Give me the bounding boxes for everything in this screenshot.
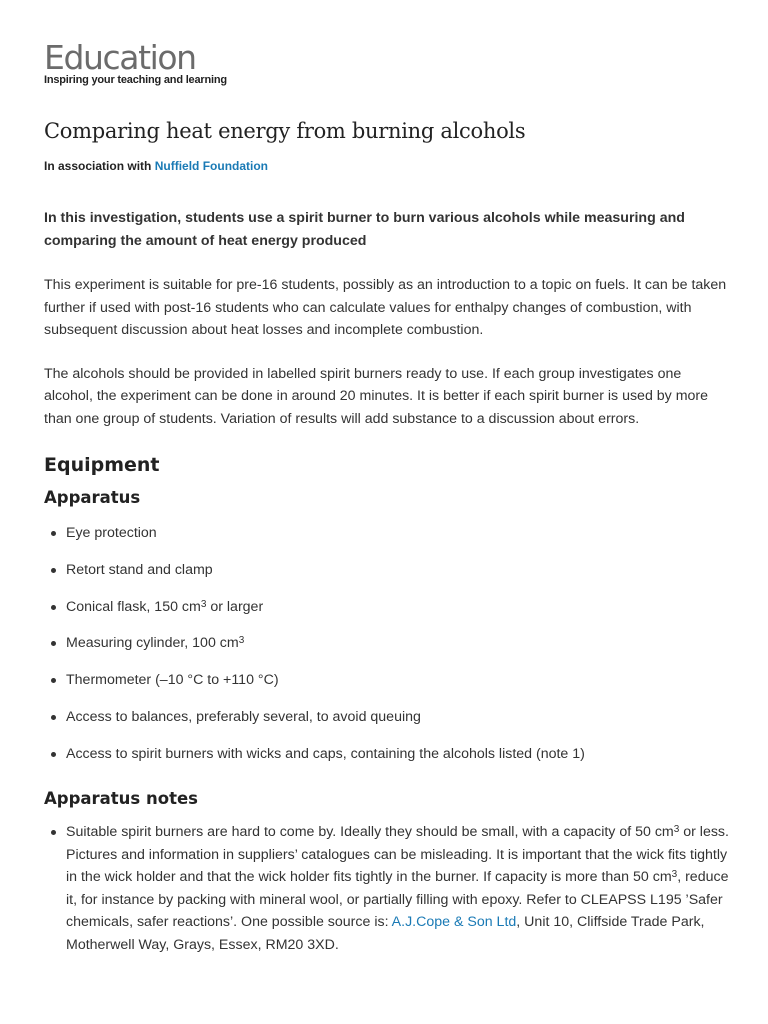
list-item: Suitable spirit burners are hard to come by. Ideally they should be small, with a capacity of 50 $cm^3$ or less. Pictures and information in suppliers’ catalogues can be misleading. It is important that the wick fits tightly in the wick holder and that the wick holder fits tightly in the burner. If capacity is more than 50 $cm^3$, reduce it, for instance by packing with mineral wool, or partially filling with epoxy. Refer to CLEAPSS L195 ’Safer chemicals, safer reactions’. One possible source is: A.J.Cope & Son Ltd, Unit 10, Cliffside Trade Park, Motherwell Way, Grays, Essex, RM20 3XD.: [44, 821, 734, 956]
equipment-heading: Equipment: [44, 454, 160, 476]
bullet-icon: [51, 715, 56, 720]
list-item: Conical flask, 150 $cm^3$ or larger: [44, 596, 734, 619]
apparatus-list: [44, 522, 734, 765]
nuffield-foundation-link[interactable]: Nuffield Foundation: [154, 159, 269, 173]
apparatus-notes-list: [44, 821, 734, 956]
association-line: [44, 157, 268, 175]
article-lead: In this investigation, students use a spirit burner to burn various alcohols while measuring and comparing the amount of heat energy produced: [44, 210, 685, 249]
logo-tagline: Inspiring your teaching and learning: [44, 74, 227, 86]
apparatus-heading: Apparatus: [44, 488, 141, 507]
list-item: Thermometer (–10 °C to +110 °C): [44, 669, 734, 692]
list-item: Eye protection: [44, 522, 734, 545]
logo-wordmark: Education: [44, 38, 196, 77]
article-body: [44, 207, 734, 956]
bullet-icon: [51, 678, 56, 683]
list-item: Measuring cylinder, 100 $cm^3$: [44, 632, 734, 655]
list-item: Access to spirit burners with wicks and caps, containing the alcohols listed (note 1): [44, 743, 734, 766]
site-logo[interactable]: [44, 40, 227, 86]
bullet-icon: [51, 531, 56, 536]
apparatus-notes-heading: Apparatus notes: [44, 789, 198, 809]
intro-paragraph-1: This experiment is suitable for pre-16 students, possibly as an introduction to a topic on fuels. It can be taken further if used with post-16 students who can calculate values for enthalpy changes of combustion, with subsequent discussion about heat losses and incomplete combustion.: [44, 277, 727, 338]
list-item: Access to balances, preferably several, to avoid queuing: [44, 706, 734, 729]
bullet-icon: [51, 830, 56, 835]
bullet-icon: [51, 641, 56, 646]
bullet-icon: [51, 752, 56, 757]
bullet-icon: [51, 568, 56, 573]
article-title: Comparing heat energy from burning alcohols: [44, 119, 526, 143]
supplier-link[interactable]: A.J.Cope & Son Ltd: [391, 914, 517, 931]
intro-paragraph-2: The alcohols should be provided in labelled spirit burners ready to use. If each group investigates one alcohol, the experiment can be done in around 20 minutes. It is better if each spirit burner is used by more than one group of students. Variation of results will add substance to a discussion about errors.: [44, 365, 709, 427]
association-prefix: In association with: [44, 159, 152, 173]
bullet-icon: [51, 605, 56, 610]
list-item: Retort stand and clamp: [44, 559, 734, 582]
